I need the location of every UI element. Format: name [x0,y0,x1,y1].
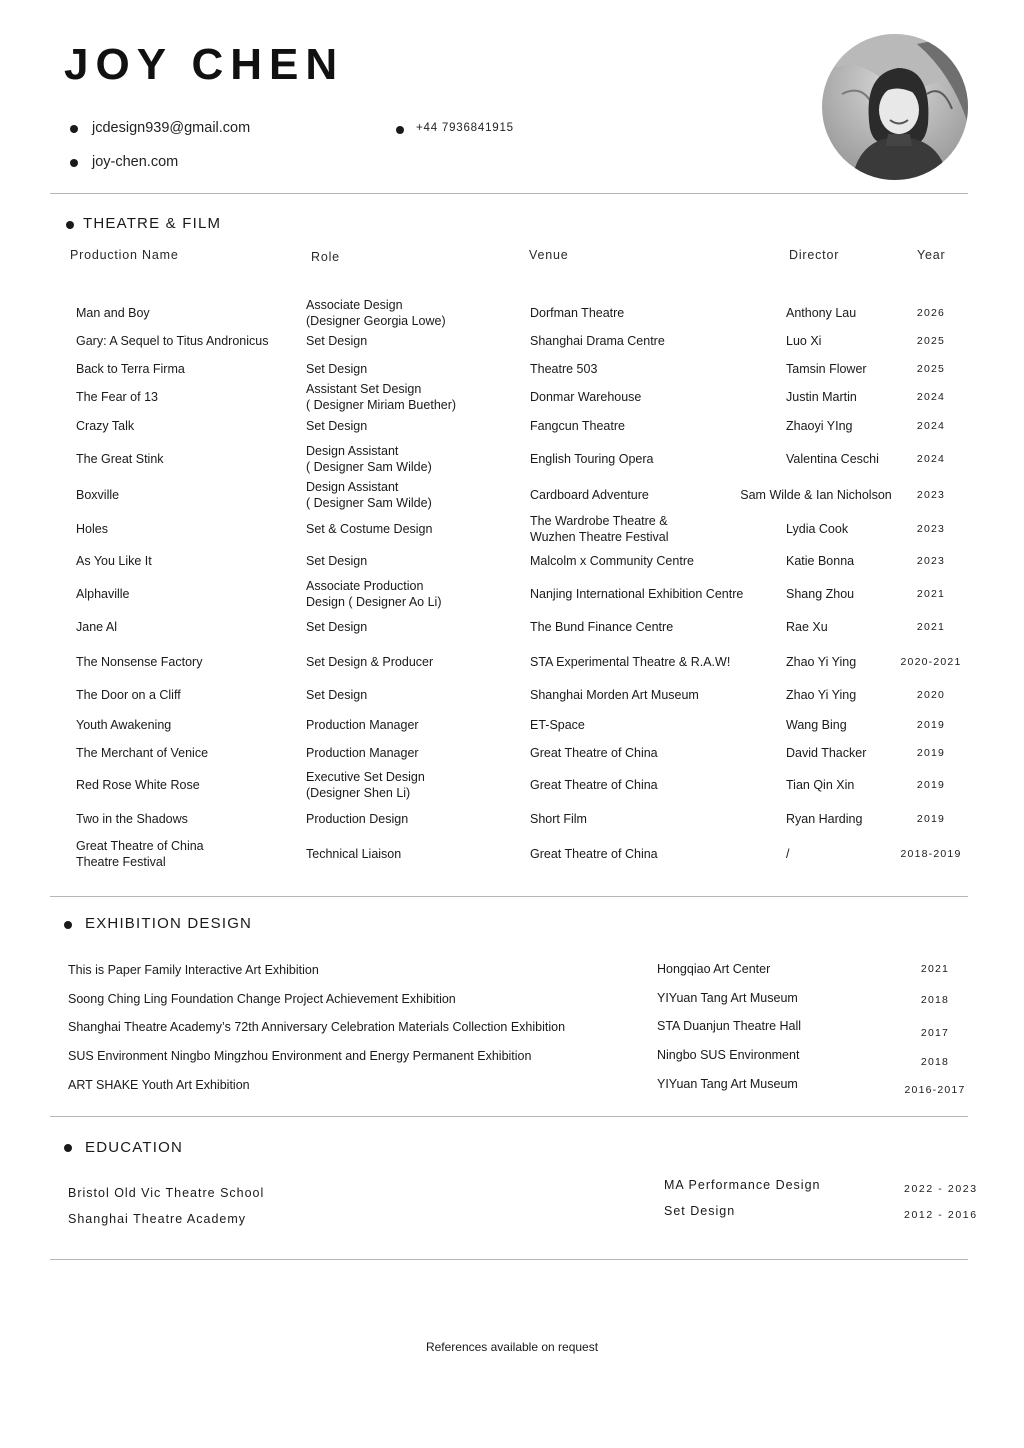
cell-line: Wuzhen Theatre Festival [530,530,669,544]
cell-role [306,619,367,635]
cell-year: 2023 [916,555,946,567]
cell-name: SUS Environment Ningbo Mingzhou Environment and Energy Permanent Exhibition [68,1049,532,1063]
divider [50,1259,968,1260]
cell-year: 2018-2019 [900,848,962,860]
column-header-venue: Venue [529,248,569,262]
cell-venue [530,333,665,349]
cell-venue [530,513,669,545]
divider [50,1116,968,1117]
cell-role [306,521,432,537]
cell-director: Wang Bing [786,718,847,732]
cell-year: 2025 [916,363,946,375]
cell-venue [530,811,587,827]
cell-venue [530,654,730,670]
cell-venue: Ningbo SUS Environment [657,1048,800,1062]
cell-year: 2021 [920,963,950,975]
cell-director: Lydia Cook [786,522,849,536]
cell-role [306,381,456,413]
cell-director: David Thacker [786,746,867,760]
cell-line: Production Manager [306,746,419,760]
cell-venue [530,487,649,503]
education-degree: MA Performance Design [664,1178,821,1192]
cell-venue [530,777,658,793]
cell-line: Donmar Warehouse [530,390,642,404]
cell-role [306,654,433,670]
cell-name: Shanghai Theatre Academy’s 72th Anniversary Celebration Materials Collection Exhibition [68,1020,566,1034]
cell-production [76,553,152,569]
column-header-role: Role [311,250,340,264]
cell-production [76,487,119,503]
cell-line: Fangcun Theatre [530,419,625,433]
cell-line: Red Rose White Rose [76,778,200,792]
education-degree: Set Design [664,1204,736,1218]
cell-venue [530,305,624,321]
cell-year: 2021 [916,621,946,633]
cell-venue [530,389,641,405]
cell-role [306,443,432,475]
cell-director: Katie Bonna [786,554,855,568]
cell-director: Tamsin Flower [786,362,867,376]
cell-line: Assistant Set Design [306,382,422,396]
cell-line: Production Design [306,812,409,826]
cell-production [76,361,185,377]
cell-venue [530,586,743,602]
cell-line: Malcolm x Community Centre [530,554,694,568]
cell-production [76,305,150,321]
bullet-icon [70,125,78,133]
education-years: 2012 - 2016 [904,1209,978,1221]
cell-year: 2016-2017 [904,1084,966,1096]
cell-name: This is Paper Family Interactive Art Exhibition [68,963,319,977]
cell-venue [530,361,597,377]
cell-venue [530,553,694,569]
cell-year: 2020-2021 [900,656,962,668]
section-title-theatre: THEATRE & FILM [83,215,222,232]
divider [50,193,968,194]
cell-year: 2019 [916,813,946,825]
cell-line: Great Theatre of China [530,847,658,861]
cell-line: English Touring Opera [530,452,654,466]
cell-line: Theatre Festival [76,855,166,869]
cell-line: Back to Terra Firma [76,362,185,376]
cell-line: The Wardrobe Theatre & [530,514,668,528]
cell-role [306,479,432,511]
cell-line: Great Theatre of China [530,778,658,792]
cell-director: Justin Martin [786,390,857,404]
cell-role [306,745,419,761]
cell-production [76,777,200,793]
cell-line: Technical Liaison [306,847,402,861]
cell-line: ( Designer Sam Wilde) [306,496,432,510]
cell-role [306,846,401,862]
cell-line: Alphaville [76,587,130,601]
bullet-icon [64,1144,72,1152]
cell-production [76,389,158,405]
cell-year: 2024 [916,420,946,432]
cell-line: Cardboard Adventure [530,488,649,502]
cell-year: 2019 [916,747,946,759]
cell-line: Design Assistant [306,480,399,494]
cell-line: Theatre 503 [530,362,598,376]
cell-year: 2024 [916,391,946,403]
cell-production [76,717,171,733]
cell-production [76,521,108,537]
cell-line: Set Design [306,334,368,348]
website-link[interactable]: joy-chen.com [92,154,179,170]
cell-venue: Hongqiao Art Center [657,962,771,976]
cell-line: Great Theatre of China [76,839,204,853]
cell-production [76,451,164,467]
cell-production [76,654,202,670]
cell-name: Soong Ching Ling Foundation Change Project Achievement Exhibition [68,992,456,1006]
cell-line: Set Design [306,554,368,568]
cell-year: 2020 [916,689,946,701]
cell-role [306,418,367,434]
portrait-icon [822,34,968,180]
cell-line: Design ( Designer Ao Li) [306,595,442,609]
cell-production [76,586,130,602]
cell-line: Executive Set Design [306,770,425,784]
cell-year: 2023 [916,489,946,501]
cell-line: ( Designer Miriam Buether) [306,398,457,412]
cell-line: (Designer Georgia Lowe) [306,314,446,328]
cell-year: 2025 [916,335,946,347]
cell-production [76,687,181,703]
cell-role [306,769,425,801]
cell-line: The Bund Finance Centre [530,620,674,634]
cell-director: Shang Zhou [786,587,855,601]
cell-venue [530,717,585,733]
cell-line: Boxville [76,488,120,502]
bullet-icon [66,221,74,229]
cell-line: Youth Awakening [76,718,172,732]
education-years: 2022 - 2023 [904,1183,978,1195]
cell-venue: YIYuan Tang Art Museum [657,991,798,1005]
cell-director: Tian Qin Xin [786,778,855,792]
cell-name: ART SHAKE Youth Art Exhibition [68,1078,250,1092]
cell-venue: STA Duanjun Theatre Hall [657,1019,802,1033]
cell-venue [530,687,699,703]
email-link[interactable]: jcdesign939@gmail.com [92,120,251,136]
cell-line: Man and Boy [76,306,150,320]
cell-year: 2018 [920,994,950,1006]
cell-year: 2018 [920,1056,950,1068]
bullet-icon [64,921,72,929]
cell-role [306,553,367,569]
cell-director: Zhao Yi Ying [786,655,857,669]
cell-director: Anthony Lau [786,306,857,320]
section-title-education: EDUCATION [85,1139,184,1156]
cell-venue [530,418,625,434]
cell-role [306,811,408,827]
cell-year: 2017 [920,1027,950,1039]
cell-production [76,333,268,349]
cell-director: / [786,847,790,861]
cell-production [76,838,204,870]
cell-role [306,361,367,377]
cell-venue [530,451,653,467]
cell-role [306,333,367,349]
cell-venue [530,619,673,635]
cell-director: Valentina Ceschi [786,452,879,466]
cell-line: STA Experimental Theatre & R.A.W! [530,655,731,669]
cell-line: The Great Stink [76,452,164,466]
cell-line: Shanghai Drama Centre [530,334,665,348]
cell-line: Great Theatre of China [530,746,658,760]
cell-venue [530,745,658,761]
cell-line: The Fear of 13 [76,390,158,404]
cell-line: Set Design [306,419,368,433]
cell-director: Ryan Harding [786,812,863,826]
cell-year: 2024 [916,453,946,465]
cell-role [306,578,441,610]
cell-line: Holes [76,522,108,536]
cell-line: Two in the Shadows [76,812,188,826]
cell-year: 2019 [916,779,946,791]
column-header-production: Production Name [70,248,179,262]
cell-director: Zhao Yi Ying [786,688,857,702]
cell-line: Associate Production [306,579,424,593]
cell-line: Shanghai Morden Art Museum [530,688,699,702]
cell-year: 2021 [916,588,946,600]
cell-role [306,687,367,703]
bullet-icon [396,126,404,134]
resume-name: JOY CHEN [64,40,345,89]
cell-line: Associate Design [306,298,403,312]
cell-year: 2026 [916,307,946,319]
cell-line: ET-Space [530,718,585,732]
education-school: Bristol Old Vic Theatre School [68,1186,265,1200]
cell-line: Crazy Talk [76,419,135,433]
cell-director: Sam Wilde & Ian Nicholson [740,488,892,502]
cell-line: Set Design [306,620,368,634]
cell-line: Design Assistant [306,444,399,458]
cell-production [76,619,117,635]
divider [50,896,968,897]
column-header-year: Year [917,248,946,262]
bullet-icon [70,159,78,167]
cell-director: Rae Xu [786,620,828,634]
cell-role [306,297,446,329]
cell-role [306,717,419,733]
section-title-exhibition: EXHIBITION DESIGN [85,915,253,932]
cell-line: ( Designer Sam Wilde) [306,460,432,474]
cell-line: The Merchant of Venice [76,746,209,760]
cell-line: As You Like It [76,554,152,568]
cell-line: Set & Costume Design [306,522,433,536]
column-header-director: Director [789,248,840,262]
cell-line: Set Design [306,362,368,376]
cell-year: 2023 [916,523,946,535]
cell-production [76,418,134,434]
cell-venue: YIYuan Tang Art Museum [657,1077,798,1091]
cell-line: Jane Al [76,620,118,634]
cell-line: Dorfman Theatre [530,306,625,320]
cell-line: The Nonsense Factory [76,655,203,669]
cell-line: Nanjing International Exhibition Centre [530,587,744,601]
cell-line: The Door on a Cliff [76,688,181,702]
cell-line: Gary: A Sequel to Titus Andronicus [76,334,269,348]
profile-photo [822,34,968,180]
cell-year: 2019 [916,719,946,731]
cell-line: Set Design & Producer [306,655,434,669]
cell-director: Zhaoyi YIng [786,419,853,433]
cell-director: Luo Xi [786,334,822,348]
cell-line: Set Design [306,688,368,702]
footer-note: References available on request [425,1340,599,1354]
phone-number: +44 7936841915 [416,122,514,134]
education-school: Shanghai Theatre Academy [68,1212,247,1226]
cell-line: Short Film [530,812,587,826]
cell-production [76,811,188,827]
cell-line: Production Manager [306,718,419,732]
cell-venue [530,846,658,862]
cell-line: (Designer Shen Li) [306,786,411,800]
cell-production [76,745,208,761]
